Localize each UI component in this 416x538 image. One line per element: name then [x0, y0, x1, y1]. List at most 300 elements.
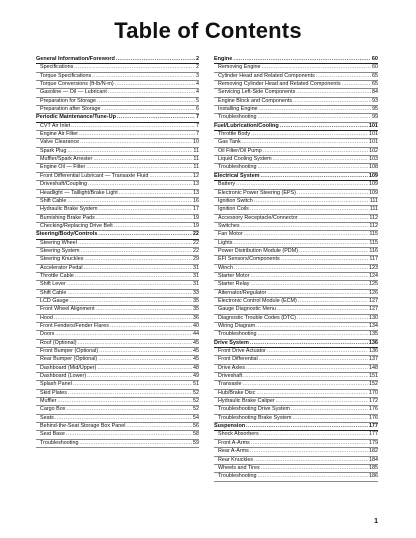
dot-leader	[261, 465, 368, 472]
toc-label: Front Differential Lubricant — Transaxle Fluid	[40, 172, 149, 179]
toc-label: Seats	[40, 414, 54, 421]
dot-leader	[260, 431, 368, 438]
toc-label: Power Distribution Module (PDM)	[218, 247, 298, 254]
toc-label: Preparation after Storage	[40, 106, 101, 113]
toc-left-column	[36, 56, 199, 448]
toc-page-number: 177	[368, 423, 378, 430]
page-title: Table of Contents	[114, 18, 302, 43]
dot-leader	[126, 423, 192, 430]
toc-page-number: 179	[369, 439, 378, 446]
toc-page-number: 184	[369, 456, 378, 463]
toc-page-number: 93	[372, 97, 378, 104]
dot-leader	[281, 256, 369, 263]
toc-entry[interactable]	[214, 281, 378, 289]
toc-page-number: 7	[195, 114, 199, 121]
toc-label: Gauge Diagnostic Menu	[218, 306, 276, 313]
toc-entry[interactable]	[214, 415, 378, 423]
toc-label: Troubleshooting	[218, 473, 257, 480]
toc-entry[interactable]	[214, 273, 378, 281]
toc-page-number: 4	[196, 81, 199, 88]
dot-leader	[57, 398, 192, 405]
toc-entry[interactable]	[214, 306, 378, 314]
toc-page-number: 31	[193, 272, 199, 279]
toc-entry[interactable]	[36, 340, 199, 348]
toc-page-number: 109	[369, 189, 378, 196]
toc-entry[interactable]	[214, 248, 378, 256]
toc-label: Torque Conversions (ft-lb/N-m)	[40, 81, 114, 88]
toc-label: Rear Knuckles	[218, 456, 254, 463]
toc-page-number: 112	[369, 222, 378, 229]
dot-leader	[79, 440, 192, 447]
toc-label: Fan Motor	[218, 231, 243, 238]
toc-entry[interactable]	[36, 223, 199, 231]
toc-page-number: 11	[193, 147, 199, 154]
dot-leader	[87, 373, 192, 380]
toc-entry[interactable]	[214, 256, 378, 264]
toc-page-number: 17	[193, 206, 199, 213]
toc-label: Gasoline — Oil — Lubricant	[40, 89, 107, 96]
toc-entry[interactable]	[214, 89, 378, 97]
toc-entry[interactable]	[214, 348, 378, 356]
dot-leader	[261, 173, 368, 180]
toc-entry[interactable]	[214, 164, 378, 172]
toc-label: Lights	[218, 239, 233, 246]
toc-entry[interactable]	[214, 106, 378, 114]
toc-label: Steering Knuckles	[40, 256, 84, 263]
toc-page-number: 136	[368, 339, 378, 346]
toc-label: Front Bumper (Optional)	[40, 348, 99, 355]
toc-label: Removing Cylinder Head and Related Components	[218, 81, 341, 88]
toc-entry[interactable]	[214, 315, 378, 323]
dot-leader	[149, 173, 192, 180]
toc-page-number: 177	[369, 431, 378, 438]
toc-entry[interactable]	[36, 373, 199, 381]
toc-page-number: 45	[193, 356, 199, 363]
toc-entry[interactable]	[214, 373, 378, 381]
toc-label: Wheels and Tires	[218, 464, 260, 471]
toc-page-number: 148	[369, 364, 378, 371]
dot-leader	[277, 306, 368, 313]
toc-entry[interactable]	[36, 431, 199, 439]
toc-entry[interactable]	[36, 64, 199, 72]
dot-leader	[84, 256, 192, 263]
dot-leader	[256, 390, 368, 397]
toc-label: Transaxle	[218, 381, 242, 388]
toc-label: Troubleshooting	[218, 114, 257, 121]
toc-label: Driveshaft/Coupling	[40, 181, 88, 188]
toc-page-number: 12	[193, 172, 199, 179]
toc-label: Roof (Optional)	[40, 339, 77, 346]
dot-leader	[78, 240, 192, 247]
dot-leader	[233, 240, 368, 247]
toc-page-number: 35	[193, 306, 199, 313]
dot-leader	[243, 373, 368, 380]
toc-page-number: 22	[193, 247, 199, 254]
dot-leader	[299, 248, 368, 255]
dot-leader	[73, 381, 192, 388]
toc-label: Drive System	[214, 339, 249, 346]
toc-label: Splash Panel	[40, 381, 72, 388]
toc-page-number: 45	[193, 348, 199, 355]
toc-entry[interactable]	[36, 198, 199, 206]
toc-page-number: 136	[369, 348, 378, 355]
toc-label: Muffler	[40, 398, 57, 405]
section-heading-steering-body-controls[interactable]	[36, 231, 199, 239]
toc-page-number: 116	[369, 247, 378, 254]
toc-page-number: 112	[369, 214, 378, 221]
toc-entry[interactable]	[36, 148, 199, 156]
toc-entry[interactable]	[214, 198, 378, 206]
toc-page-number: 172	[369, 398, 378, 405]
toc-label: LCD Gauge	[40, 297, 69, 304]
toc-entry[interactable]	[214, 64, 378, 72]
toc-label: Shift Cable	[40, 289, 67, 296]
toc-label: Throttle Cable	[40, 272, 74, 279]
toc-label: Steering/Body/Controls	[36, 231, 98, 238]
toc-page-number: 101	[369, 131, 378, 138]
toc-label: Doors	[40, 331, 55, 338]
toc-label: Front Fenders/Fender Flares	[40, 323, 109, 329]
toc-page-number: 7	[196, 122, 199, 129]
toc-label: Torque Specifications	[40, 72, 92, 79]
dot-leader	[74, 64, 195, 71]
toc-label: Behind-the-Seat Storage Box Panel	[40, 423, 126, 430]
dot-leader	[257, 331, 368, 338]
toc-entry[interactable]	[36, 356, 199, 364]
toc-label: Skid Plates	[40, 389, 67, 396]
toc-entry[interactable]	[214, 265, 378, 273]
dot-leader	[273, 156, 368, 163]
toc-entry[interactable]	[36, 123, 199, 131]
toc-entry[interactable]	[214, 457, 378, 465]
toc-entry[interactable]	[214, 365, 378, 373]
section-heading-periodic-maintenance-tune-up[interactable]	[36, 114, 199, 122]
toc-page-number: 124	[369, 272, 378, 279]
toc-page-number: 101	[369, 139, 378, 146]
toc-entry[interactable]	[36, 164, 199, 172]
dot-leader	[291, 406, 368, 413]
dot-leader	[80, 139, 192, 146]
toc-page-number: 117	[369, 256, 378, 263]
toc-entry[interactable]	[36, 323, 199, 331]
toc-page-number: 182	[369, 448, 378, 455]
toc-entry[interactable]	[36, 390, 199, 398]
toc-entry[interactable]	[214, 148, 378, 156]
dot-leader	[257, 164, 368, 171]
toc-page-number: 95	[372, 106, 378, 113]
toc-page-number: 33	[193, 289, 199, 296]
toc-entry[interactable]	[36, 81, 199, 89]
dot-leader	[116, 56, 195, 63]
toc-entry[interactable]	[214, 465, 378, 473]
toc-page-number: 3	[196, 72, 199, 79]
toc-label: Engine	[214, 56, 233, 62]
toc-entry[interactable]	[36, 256, 199, 264]
toc-page-number: 60	[372, 64, 378, 71]
toc-entry[interactable]	[36, 348, 199, 356]
toc-entry[interactable]	[36, 248, 199, 256]
toc-entry[interactable]	[214, 298, 378, 306]
toc-entry[interactable]	[36, 240, 199, 248]
toc-entry[interactable]	[36, 190, 199, 198]
dot-leader	[342, 81, 371, 88]
toc-page-number: 31	[193, 281, 199, 288]
toc-label: Checking/Replacing Drive Belt	[40, 222, 113, 229]
section-heading-suspension[interactable]	[214, 423, 378, 431]
toc-entry[interactable]	[214, 290, 378, 298]
toc-label: Front Drive Actuator	[218, 348, 266, 355]
dot-leader	[93, 156, 192, 163]
toc-entry[interactable]	[36, 73, 199, 81]
toc-entry[interactable]	[214, 131, 378, 139]
dot-leader	[250, 448, 368, 455]
toc-page-number: 103	[369, 156, 378, 163]
toc-page-number: 109	[369, 181, 378, 188]
section-heading-electrical-system[interactable]	[214, 173, 378, 181]
toc-page-number: 13	[193, 181, 199, 188]
dot-leader	[84, 265, 192, 272]
dot-leader	[67, 198, 192, 205]
toc-entry[interactable]	[214, 114, 378, 122]
toc-page-number: 101	[368, 122, 378, 129]
toc-entry[interactable]	[36, 298, 199, 306]
toc-label: Battery	[218, 181, 236, 188]
toc-entry[interactable]	[36, 98, 199, 106]
dot-leader	[98, 231, 191, 238]
toc-label: Engine Oil — Filter	[40, 164, 86, 171]
toc-label: Electronic Control Module (ECM)	[218, 297, 297, 304]
toc-entry[interactable]	[36, 215, 199, 223]
toc-page-number: 29	[193, 256, 199, 263]
toc-entry[interactable]	[214, 231, 378, 239]
toc-entry[interactable]	[36, 273, 199, 281]
dot-leader	[297, 190, 368, 197]
toc-entry[interactable]	[214, 81, 378, 89]
toc-entry[interactable]	[214, 406, 378, 414]
section-heading-engine[interactable]	[214, 56, 378, 64]
toc-page-number: 19	[193, 222, 199, 229]
dot-leader	[86, 164, 192, 171]
toc-label: Hood	[40, 314, 53, 321]
toc-page-number: 4	[196, 89, 199, 96]
dot-leader	[69, 298, 192, 305]
toc-page-number: 10	[193, 139, 199, 146]
toc-entry[interactable]	[36, 315, 199, 323]
dot-leader	[54, 315, 192, 322]
toc-entry[interactable]	[214, 440, 378, 448]
toc-entry[interactable]	[214, 206, 378, 214]
toc-page-number: 151	[369, 373, 378, 380]
toc-page-number: 127	[369, 306, 378, 313]
dot-leader	[66, 431, 192, 438]
toc-label: Suspension	[214, 423, 246, 430]
toc-entry[interactable]	[36, 290, 199, 298]
dot-leader	[71, 123, 195, 130]
toc-label: Diagnostic Trouble Codes (DTC)	[218, 314, 296, 321]
dot-leader	[67, 148, 192, 155]
toc-entry[interactable]	[36, 89, 199, 97]
dot-leader	[296, 89, 371, 96]
toc-label: Front Differential	[218, 356, 258, 363]
toc-entry[interactable]	[36, 406, 199, 414]
toc-entry[interactable]	[214, 390, 378, 398]
dot-leader	[67, 290, 192, 297]
toc-entry[interactable]	[214, 240, 378, 248]
toc-page-number: 40	[193, 323, 199, 329]
toc-entry[interactable]	[214, 381, 378, 389]
toc-page-number: 176	[369, 406, 378, 413]
toc-page-number: 130	[369, 314, 378, 321]
toc-label: Liquid Cooling System	[218, 156, 272, 163]
toc-page-number: 115	[369, 239, 378, 246]
toc-entry[interactable]	[36, 415, 199, 423]
toc-page-number: 65	[372, 72, 378, 79]
dot-leader	[257, 473, 368, 480]
toc-page-number: 44	[193, 331, 199, 338]
toc-page-number: 19	[193, 214, 199, 221]
toc-label: Specifications	[40, 64, 74, 71]
toc-label: Electrical System	[214, 172, 260, 179]
toc-entry[interactable]	[214, 181, 378, 189]
dot-leader	[250, 273, 368, 280]
toc-label: Burnishing Brake Pads	[40, 214, 95, 221]
toc-entry[interactable]	[36, 131, 199, 139]
toc-entry[interactable]	[214, 73, 378, 81]
toc-entry[interactable]	[36, 181, 199, 189]
toc-page-number: 11	[193, 164, 199, 171]
toc-entry[interactable]	[36, 139, 199, 147]
toc-page-number: 185	[369, 464, 378, 471]
toc-label: Hub/Brake Disc	[218, 389, 256, 396]
toc-entry[interactable]	[214, 431, 378, 439]
dot-leader	[276, 398, 368, 405]
dot-leader	[97, 365, 192, 372]
toc-page-number: 84	[372, 89, 378, 96]
toc-label: Steering Wheel	[40, 239, 77, 246]
dot-leader	[250, 340, 368, 347]
toc-entry[interactable]	[214, 190, 378, 198]
toc-label: Engine Air Filter	[40, 131, 79, 138]
dot-leader	[251, 131, 368, 138]
toc-entry[interactable]	[36, 206, 199, 214]
dot-leader	[99, 348, 192, 355]
dot-leader	[97, 98, 195, 105]
dot-leader	[242, 381, 368, 388]
toc-label: Accelerator Pedal	[40, 264, 83, 271]
dot-leader	[233, 56, 371, 63]
toc-label: Electronic Power Steering (EPS)	[218, 189, 296, 196]
dot-leader	[259, 356, 368, 363]
toc-label: Accessory Receptacle/Connector	[218, 214, 298, 221]
toc-label: Starter Relay	[218, 281, 250, 288]
toc-entry[interactable]	[214, 156, 378, 164]
dot-leader	[280, 123, 368, 130]
toc-page-number: 16	[193, 197, 199, 204]
toc-label: Driveshaft	[218, 373, 243, 380]
toc-entry[interactable]	[36, 398, 199, 406]
toc-page-number: 54	[193, 414, 199, 421]
toc-entry[interactable]	[36, 381, 199, 389]
toc-label: Front A-Arms	[218, 439, 250, 446]
dot-leader	[298, 298, 368, 305]
toc-page-number: 48	[193, 364, 199, 371]
toc-entry[interactable]	[214, 223, 378, 231]
dot-leader	[246, 423, 368, 430]
toc-page-number: 109	[368, 172, 378, 179]
toc-page-number: 123	[369, 264, 378, 271]
toc-entry[interactable]	[36, 306, 199, 314]
toc-label: Alternator/Regulator	[218, 289, 267, 296]
toc-entry[interactable]	[36, 423, 199, 431]
toc-right-column	[214, 56, 378, 482]
dot-leader	[75, 273, 192, 280]
toc-label: Fuel/Lubrication/Cooling	[214, 122, 279, 129]
toc-entry[interactable]	[36, 365, 199, 373]
toc-page-number: 11	[193, 156, 199, 163]
dot-leader	[254, 457, 368, 464]
toc-entry[interactable]	[36, 331, 199, 339]
toc-page-number: 152	[369, 381, 378, 388]
toc-entry[interactable]	[214, 448, 378, 456]
toc-label: Dashboard (Mid/Upper)	[40, 364, 97, 371]
toc-page-number: 6	[196, 106, 199, 113]
toc-page-number: 102	[369, 147, 378, 154]
dot-leader	[102, 106, 195, 113]
toc-entry[interactable]	[214, 323, 378, 331]
toc-label: Servicing Left-Side Components	[218, 89, 296, 96]
toc-page-number: 31	[193, 264, 199, 271]
toc-label: Periodic Maintenance/Tune-Up	[36, 114, 116, 121]
toc-label: Valve Clearance	[40, 139, 80, 146]
toc-entry[interactable]	[214, 215, 378, 223]
section-heading-general-information-foreword[interactable]	[36, 56, 199, 64]
toc-entry[interactable]	[36, 106, 199, 114]
section-heading-fuel-lubrication-cooling[interactable]	[214, 123, 378, 131]
toc-entry[interactable]	[36, 173, 199, 181]
toc-entry[interactable]	[214, 331, 378, 339]
dot-leader	[66, 406, 192, 413]
toc-entry[interactable]	[214, 356, 378, 364]
dot-leader	[99, 206, 192, 213]
toc-entry[interactable]	[36, 440, 199, 448]
toc-page-number: 176	[369, 414, 378, 421]
dot-leader	[78, 340, 192, 347]
toc-page-number: 137	[369, 356, 378, 363]
toc-page-number: 2	[196, 64, 199, 71]
page-number: 1	[374, 518, 378, 525]
section-heading-drive-system[interactable]	[214, 340, 378, 348]
toc-label: Shock Absorbers	[218, 431, 259, 438]
toc-label: Shift Lever	[40, 281, 66, 288]
dot-leader	[262, 64, 371, 71]
toc-entry[interactable]	[36, 265, 199, 273]
toc-entry[interactable]	[36, 281, 199, 289]
toc-entry[interactable]	[214, 398, 378, 406]
toc-label: Rear Bumper (Optional)	[40, 356, 98, 363]
dot-leader	[263, 148, 368, 155]
toc-entry[interactable]	[214, 473, 378, 481]
toc-page-number: 127	[369, 297, 378, 304]
dot-leader	[108, 89, 195, 96]
toc-entry[interactable]	[214, 98, 378, 106]
dot-leader	[257, 114, 371, 121]
toc-entry[interactable]	[36, 156, 199, 164]
toc-page-number: 126	[369, 289, 378, 296]
dot-leader	[55, 331, 192, 338]
toc-entry[interactable]	[214, 139, 378, 147]
dot-leader	[297, 315, 368, 322]
dot-leader	[88, 181, 192, 188]
